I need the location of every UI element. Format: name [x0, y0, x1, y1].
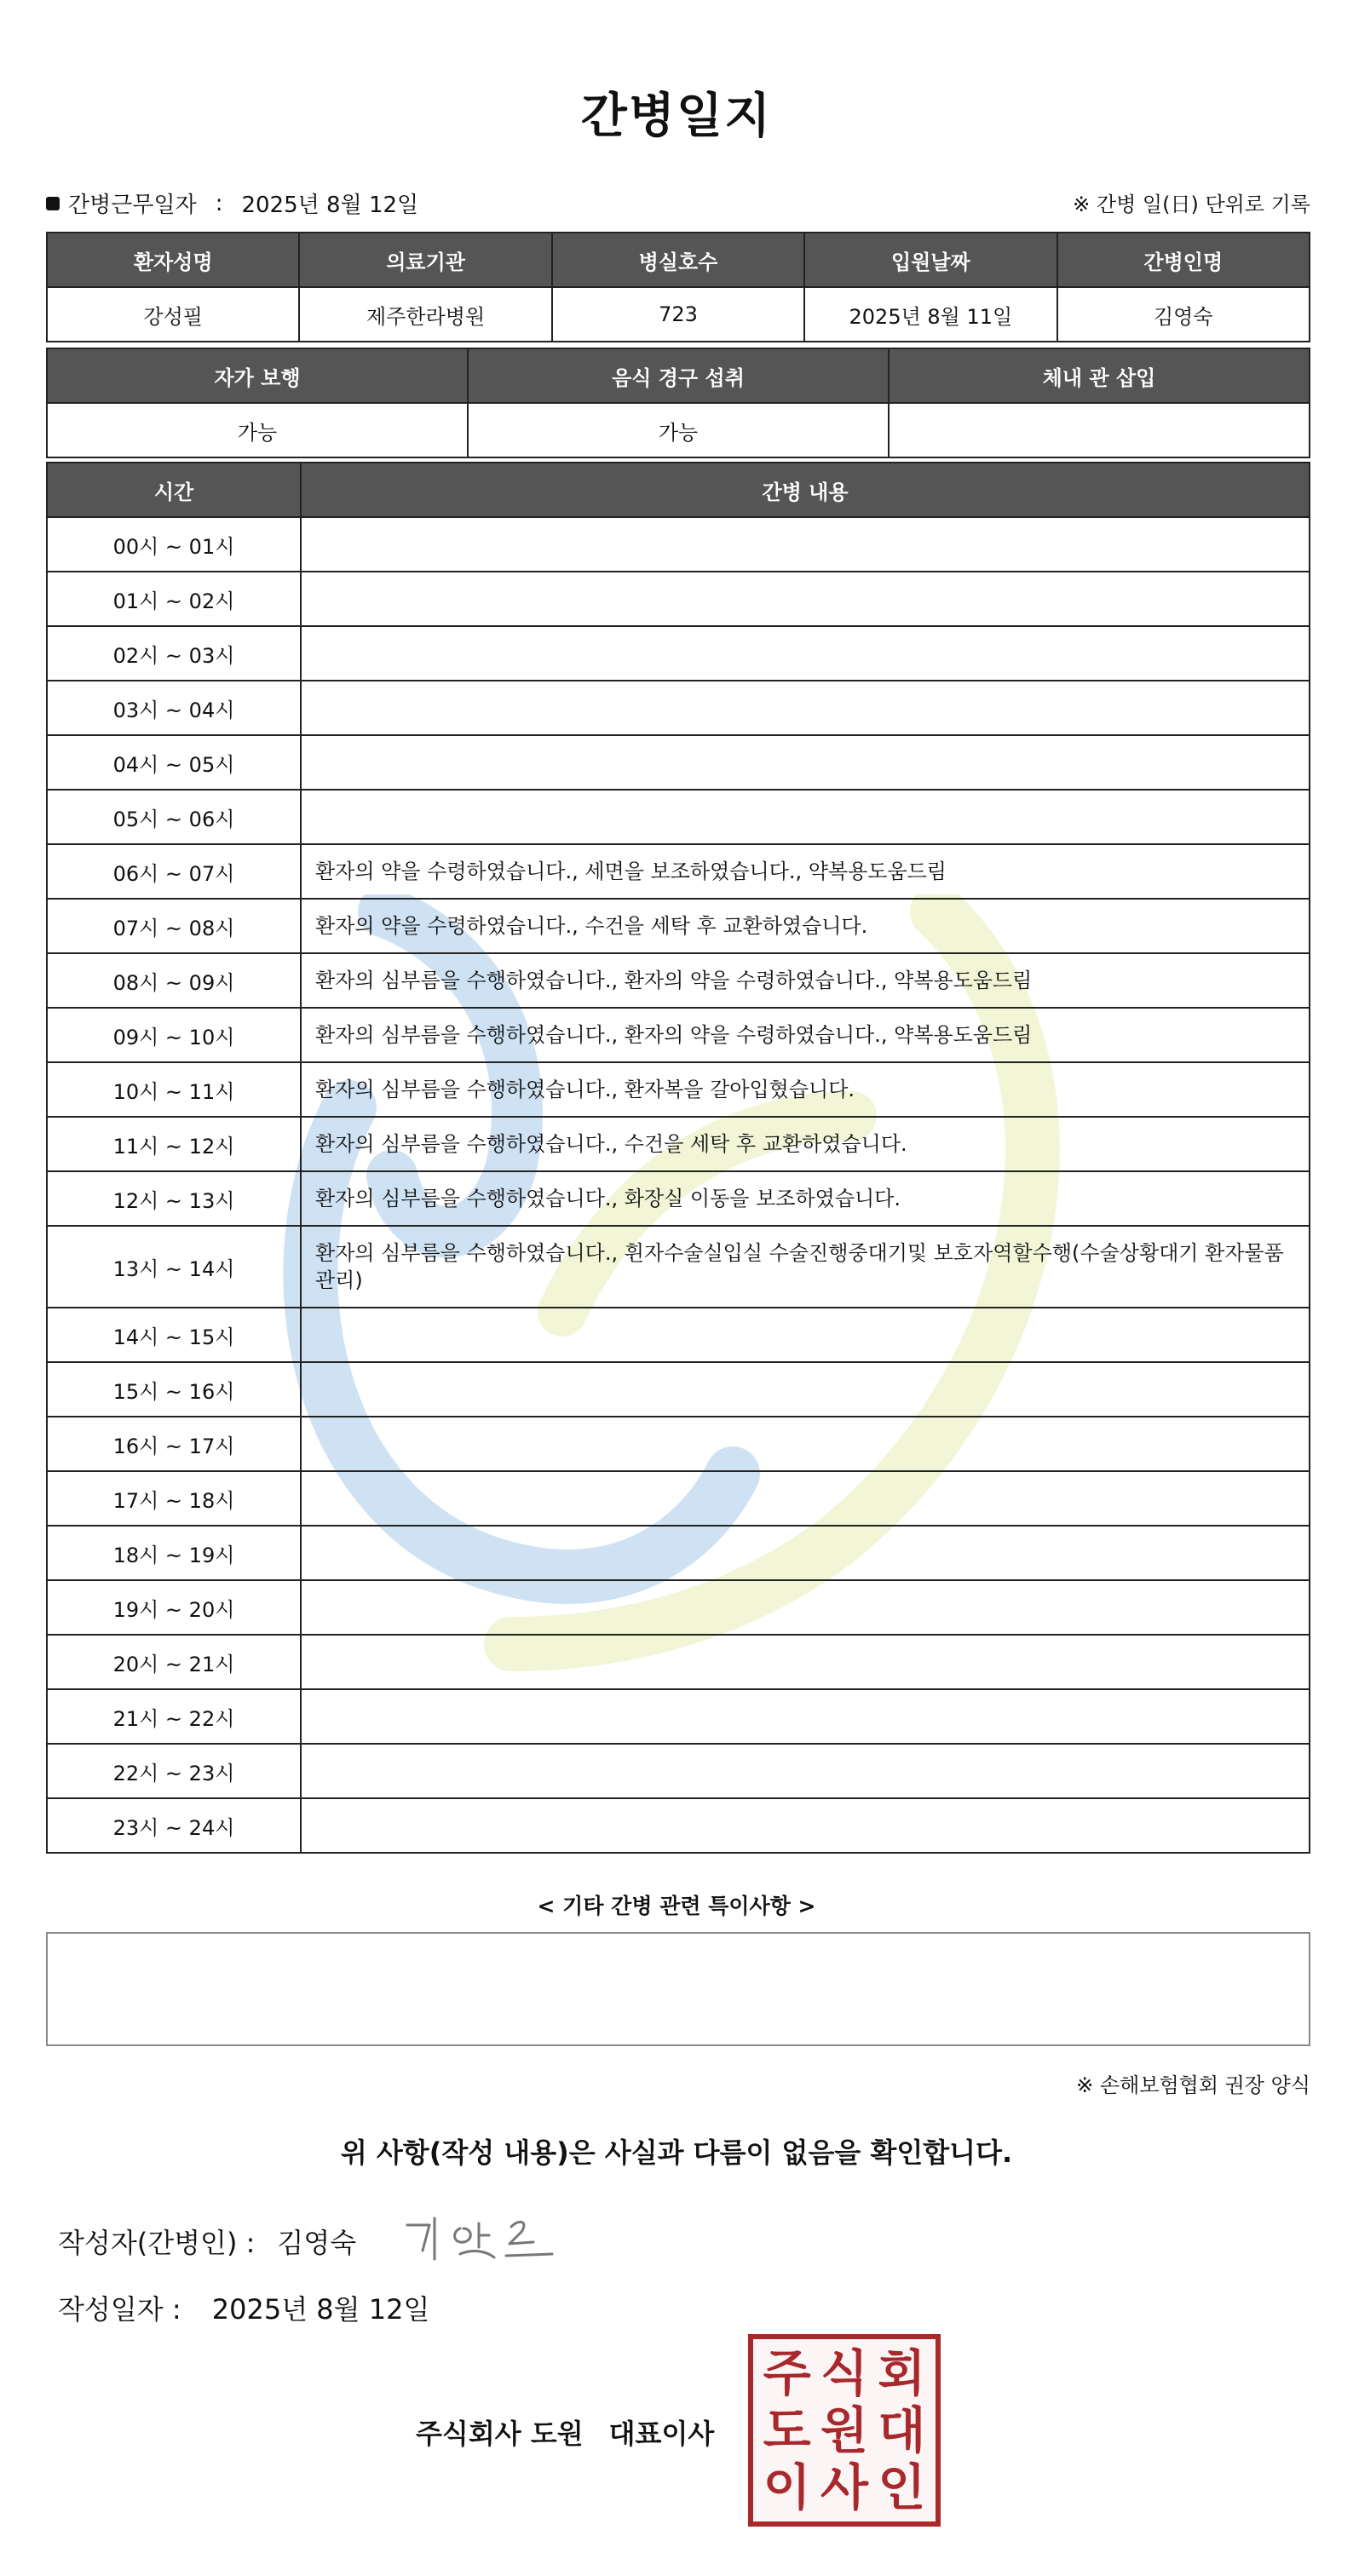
self-walking-value: 가능	[47, 403, 468, 457]
care-content: 환자의 심부름을 수행하였습니다., 환자복을 갈아입혔습니다.	[301, 1062, 1310, 1117]
time-slot: 03시 ~ 04시	[47, 681, 301, 735]
seal-char: 이	[763, 2458, 811, 2517]
care-content	[301, 1362, 1310, 1417]
care-content	[301, 1526, 1310, 1580]
time-slot: 21시 ~ 22시	[47, 1689, 301, 1744]
time-slot: 04시 ~ 05시	[47, 735, 301, 790]
confirmation-text: 위 사항(작성 내용)은 사실과 다름이 없음을 확인합니다.	[340, 2136, 1013, 2169]
time-slot: 19시 ~ 20시	[47, 1580, 301, 1635]
seal-char: 인	[878, 2458, 926, 2517]
header-hospital: 의료기관	[299, 233, 551, 287]
company-line	[416, 2412, 714, 2452]
table-row	[47, 735, 1310, 790]
work-date-value: 2025년 8월 12일	[241, 193, 419, 218]
time-slot: 18시 ~ 19시	[47, 1526, 301, 1580]
care-content: 환자의 심부름을 수행하였습니다., 환자의 약을 수령하였습니다., 약복용도움드림	[301, 953, 1310, 1008]
time-slot: 00시 ~ 01시	[47, 517, 301, 572]
header-time: 시간	[47, 463, 301, 517]
table-row	[47, 899, 1310, 953]
oral-intake-value: 가능	[468, 403, 889, 457]
remarks-box	[46, 1932, 1310, 2046]
written-date-label: 작성일자 :	[58, 2293, 181, 2326]
table-row	[47, 1471, 1310, 1526]
patient-name: 강성필	[47, 287, 299, 342]
table-row	[47, 1526, 1310, 1580]
room-number: 723	[552, 287, 804, 342]
time-slot: 07시 ~ 08시	[47, 899, 301, 953]
table-row	[47, 1226, 1310, 1308]
table-row	[47, 517, 1310, 572]
seal-char: 주	[763, 2343, 811, 2402]
care-content	[301, 517, 1310, 572]
company-name: 주식회사 도원	[416, 2418, 584, 2450]
time-slot: 01시 ~ 02시	[47, 572, 301, 626]
patient-info-table	[46, 232, 1310, 342]
seal-char: 도	[763, 2401, 811, 2459]
header-care-content: 간병 내용	[301, 463, 1310, 517]
care-content	[301, 1744, 1310, 1798]
header-self-walking: 자가 보행	[47, 348, 468, 403]
table-row	[47, 287, 1310, 342]
writer-name: 김영숙	[277, 2227, 357, 2259]
caregiver-name: 김영숙	[1057, 287, 1310, 342]
care-content	[301, 1417, 1310, 1471]
work-date-separator: :	[215, 190, 223, 216]
header-tube-insertion: 체내 관 삽입	[889, 348, 1310, 403]
time-slot: 06시 ~ 07시	[47, 844, 301, 899]
care-content: 환자의 심부름을 수행하였습니다., 환자의 약을 수령하였습니다., 약복용도움드림	[301, 1008, 1310, 1062]
handwritten-signature	[400, 2210, 562, 2269]
table-row	[47, 1635, 1310, 1689]
time-slot: 17시 ~ 18시	[47, 1471, 301, 1526]
header-patient-name: 환자성명	[47, 233, 299, 287]
care-log-table	[46, 462, 1310, 1854]
care-content	[301, 1308, 1310, 1362]
table-row	[47, 1171, 1310, 1226]
time-slot: 15시 ~ 16시	[47, 1362, 301, 1417]
table-row	[47, 1362, 1310, 1417]
time-slot: 05시 ~ 06시	[47, 790, 301, 844]
time-slot: 23시 ~ 24시	[47, 1798, 301, 1853]
care-content	[301, 1580, 1310, 1635]
seal-char: 사	[820, 2458, 868, 2517]
table-row	[47, 1744, 1310, 1798]
care-content	[301, 572, 1310, 626]
company-seal-stamp	[748, 2334, 941, 2527]
table-row	[47, 790, 1310, 844]
table-row	[47, 1117, 1310, 1171]
writer-label: 작성자(간병인) :	[58, 2227, 256, 2259]
care-content: 환자의 심부름을 수행하였습니다., 휜자수술실입실 수술진행중대기및 보호자역할수행(수술상황대기 환자물품관리)	[301, 1226, 1310, 1308]
table-row	[47, 1689, 1310, 1744]
care-content	[301, 1798, 1310, 1853]
table-row	[47, 626, 1310, 681]
table-row	[47, 1417, 1310, 1471]
table-row	[47, 1062, 1310, 1117]
seal-char: 원	[820, 2401, 868, 2459]
header-admission-date: 입원날짜	[804, 233, 1056, 287]
representative-title: 대표이사	[608, 2418, 715, 2450]
care-content	[301, 626, 1310, 681]
table-header-row	[47, 233, 1310, 287]
tube-insertion-value	[889, 403, 1310, 457]
patient-status-table	[46, 348, 1310, 458]
time-slot: 09시 ~ 10시	[47, 1008, 301, 1062]
table-row	[47, 1798, 1310, 1853]
header-oral-intake: 음식 경구 섭취	[468, 348, 889, 403]
seal-char: 대	[878, 2401, 926, 2459]
care-content: 환자의 약을 수령하였습니다., 세면을 보조하였습니다., 약복용도움드림	[301, 844, 1310, 899]
header-room-number: 병실호수	[552, 233, 804, 287]
care-content	[301, 735, 1310, 790]
care-content: 환자의 심부름을 수행하였습니다., 화장실 이동을 보조하였습니다.	[301, 1171, 1310, 1226]
care-content	[301, 1471, 1310, 1526]
time-slot: 10시 ~ 11시	[47, 1062, 301, 1117]
table-row	[47, 1580, 1310, 1635]
table-row	[47, 1008, 1310, 1062]
work-date-label: 간병근무일자	[68, 193, 197, 218]
hospital-name: 제주한라병원	[299, 287, 551, 342]
admission-date: 2025년 8월 11일	[804, 287, 1056, 342]
table-row	[47, 953, 1310, 1008]
table-header-row	[47, 348, 1310, 403]
time-slot: 12시 ~ 13시	[47, 1171, 301, 1226]
time-slot: 08시 ~ 09시	[47, 953, 301, 1008]
care-content	[301, 790, 1310, 844]
seal-char: 회	[878, 2343, 926, 2402]
time-slot: 13시 ~ 14시	[47, 1226, 301, 1308]
table-row	[47, 844, 1310, 899]
care-content	[301, 681, 1310, 735]
page-title: 간병일지	[580, 89, 773, 144]
care-content	[301, 1689, 1310, 1744]
time-slot: 16시 ~ 17시	[47, 1417, 301, 1471]
time-slot: 02시 ~ 03시	[47, 626, 301, 681]
header-caregiver-name: 간병인명	[1057, 233, 1310, 287]
time-slot: 22시 ~ 23시	[47, 1744, 301, 1798]
square-bullet-icon	[46, 197, 60, 210]
table-row	[47, 403, 1310, 457]
written-date-value: 2025년 8월 12일	[211, 2293, 430, 2326]
time-slot: 11시 ~ 12시	[47, 1117, 301, 1171]
remarks-title: < 기타 간병 관련 특이사항 >	[537, 1894, 816, 1918]
care-content: 환자의 약을 수령하였습니다., 수건을 세탁 후 교환하였습니다.	[301, 899, 1310, 953]
table-row	[47, 1308, 1310, 1362]
written-date-line	[58, 2288, 429, 2327]
care-content	[301, 1635, 1310, 1689]
time-slot: 20시 ~ 21시	[47, 1635, 301, 1689]
seal-char: 식	[820, 2343, 868, 2402]
recommend-note: ※ 손해보험협회 권장 양식	[1076, 2073, 1310, 2097]
time-slot: 14시 ~ 15시	[47, 1308, 301, 1362]
table-row	[47, 572, 1310, 626]
table-row	[47, 681, 1310, 735]
work-date-row	[46, 187, 1310, 221]
record-note: ※ 간병 일(日) 단위로 기록	[1073, 193, 1310, 216]
care-content: 환자의 심부름을 수행하였습니다., 수건을 세탁 후 교환하였습니다.	[301, 1117, 1310, 1171]
writer-line	[58, 2222, 356, 2261]
table-header-row	[47, 463, 1310, 517]
